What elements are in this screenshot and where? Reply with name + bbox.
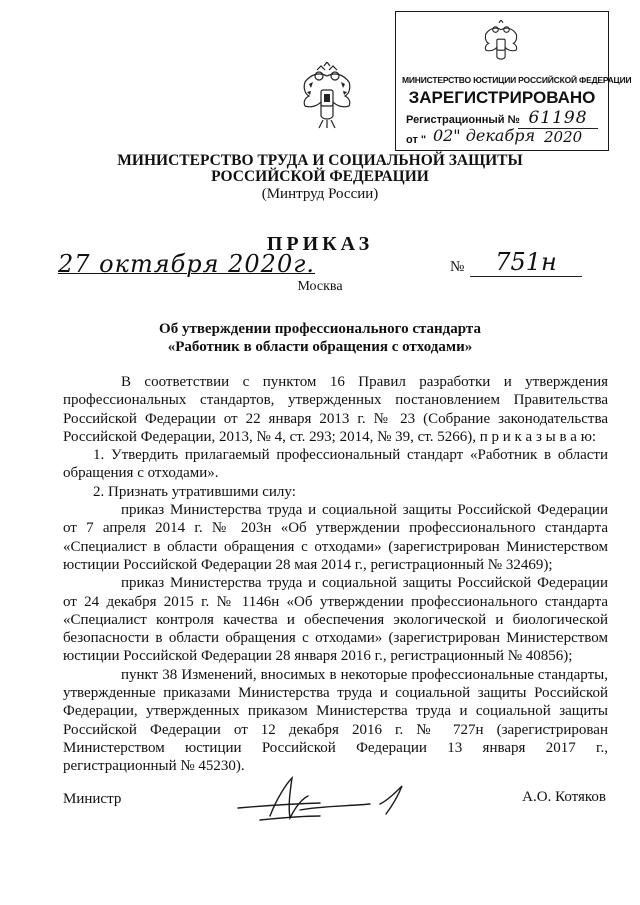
ministry-name-line2: РОССИЙСКОЙ ФЕДЕРАЦИИ — [211, 168, 429, 185]
stamp-date-handwritten: 02" декабря — [432, 126, 536, 145]
signer-name: А.О. Котяков — [522, 789, 606, 805]
paragraph-item-1: 1. Утвердить прилагаемый профессиональный стандарт «Работник в области обращения с отходами». — [63, 447, 608, 482]
subject-line1: Об утверждении профессионального стандарта — [159, 321, 481, 337]
order-number: 751н — [470, 248, 582, 277]
paragraph-item-2: 2. Признать утратившими силу: — [93, 483, 296, 500]
stamp-reg-number: 61198 — [518, 108, 598, 129]
stamp-coat-of-arms-icon — [480, 20, 522, 68]
ministry-short-name: (Минтруд России) — [261, 186, 379, 202]
paragraph-repeal-2: приказ Министерства труда и социальной защиты Российской Федерации от 24 декабря 2015 г. № 1146н «Об утверждении профессионального стандарта «Специалист контроля качества и обеспечения экологической и биологической безопасности в области обращения с отходами» (зарегистрирован Министерством юстиции Российской Федерации 28 января 2016 г., регистрационный № 40856); — [63, 575, 608, 665]
signer-title: Министр — [63, 791, 122, 807]
stamp-date-year: 2020 — [544, 128, 583, 146]
order-city: Москва — [297, 279, 343, 294]
paragraph-preamble: В соответствии с пунктом 16 Правил разработки и утверждения профессиональных стандартов, утвержденных постановлением Правительства Российской Федерации от 22 января 2013 г. № 23 (Собрание законодательства Российской Федерации, 2013, № 4, ст. 293; 2014, № 39, ст. 5266), п р и к а з ы в а ю: — [63, 374, 608, 445]
subject-line2: «Работник в области обращения с отходами» — [167, 339, 473, 355]
stamp-registered: ЗАРЕГИСТРИРОВАНО — [408, 88, 596, 107]
order-date: 27 октября 2020г. — [58, 250, 315, 278]
order-number-sign: № — [450, 259, 465, 275]
stamp-date-prefix: от " — [406, 134, 427, 146]
paragraph-repeal-3: пункт 38 Изменений, вносимых в некоторые профессиональные стандарты, утвержденные приказами Министерства труда и социальной защиты Российской Федерации, утвержденных приказом Министерства труда и социальной защиты Российской Федерации от 12 декабря 2016 г. № 727н (зарегистрирован Министерством юстиции Российской Федерации 13 января 2017 г., регистрационный № 45230). — [63, 666, 608, 775]
stamp-reg-label: Регистрационный № — [406, 114, 520, 126]
registration-stamp — [395, 11, 632, 151]
order-title: ПРИКАЗ — [266, 233, 374, 255]
order-body — [63, 373, 608, 776]
paragraph-repeal-1: приказ Министерства труда и социальной защиты Российской Федерации от 7 апреля 2014 г. № 203н «Об утверждении профессионального стандарта «Специалист в области обращения с отходами» (зарегистрирован Министерством юстиции Российской Федерации 28 мая 2014 г., регистрационный № 32469); — [63, 502, 608, 573]
coat-of-arms-icon — [297, 62, 357, 132]
ministry-name-line1: МИНИСТЕРСТВО ТРУДА И СОЦИАЛЬНОЙ ЗАЩИТЫ — [117, 152, 523, 169]
stamp-ministry: МИНИСТЕРСТВО ЮСТИЦИИ РОССИЙСКОЙ ФЕДЕРАЦИИ — [402, 75, 632, 85]
